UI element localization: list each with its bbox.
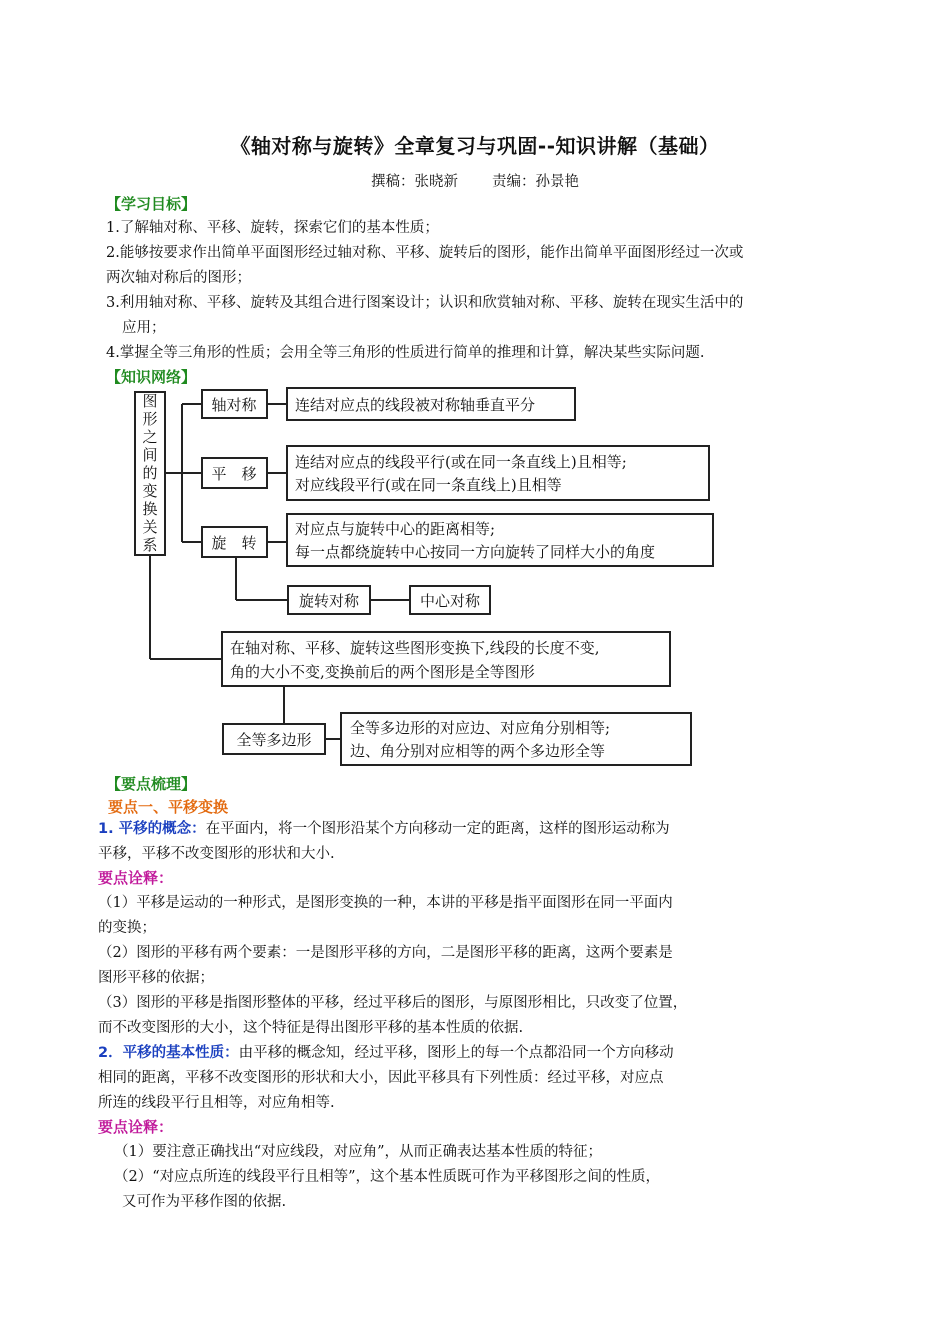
root-char: 图 [142,392,158,410]
note-line: 而不改变图形的大小，这个特征是得出图形平移的基本性质的依据. [98,1020,524,1036]
invariant-line: 角的大小不变,变换前后的两个图形是全等图形 [230,663,535,681]
editor: 责编：孙景艳 [492,174,579,190]
rotation-label: 旋 转 [211,534,257,552]
translation-label: 平 移 [211,465,257,483]
note-line: （2）“对应点所连的线段平行且相等”，这个基本性质既可作为平移图形之间的性质， [114,1169,661,1185]
goal-item: 两次轴对称后的图形； [106,270,251,286]
note-line: （1）要注意正确找出“对应线段，对应角”，从而正确表达基本性质的特征； [114,1144,603,1160]
goals-heading: 【学习目标】 [106,195,197,213]
rotation-desc-line: 每一点都绕旋转中心按同一方向旋转了同样大小的角度 [295,543,656,561]
concept-line: 平移，平移不改变图形的形状和大小. [98,846,335,862]
note-line: 的变换； [98,920,156,936]
goal-item: 2.能够按要求作出简单平面图形经过轴对称、平移、旋转后的图形，能作出简单平面图形经过一次或 [106,245,744,261]
property-line: 2．平移的基本性质：由平移的概念知，经过平移，图形上的每一个点都沿同一个方向移动 [98,1045,674,1061]
congruent-desc-line: 全等多边形的对应边、对应角分别相等; [350,719,611,737]
translation-desc-line: 对应线段平行(或在同一条直线上)且相等 [295,476,562,494]
note-label-2: 要点诠释： [98,1118,174,1136]
congruent-label: 全等多边形 [236,731,312,749]
rotation-desc-line: 对应点与旋转中心的距离相等; [295,520,496,538]
note-line: 又可作为平移作图的依据. [122,1194,287,1210]
translation-desc-line: 连结对应点的线段平行(或在同一条直线上)且相等; [295,453,627,471]
network-heading: 【知识网络】 [106,368,197,386]
root-char: 关 [142,518,158,536]
property-line: 相同的距离，平移不改变图形的形状和大小，因此平移具有下列性质：经过平移，对应点 [98,1070,664,1086]
axial-desc: 连结对应点的线段被对称轴垂直平分 [295,396,536,414]
root-char: 形 [142,410,158,428]
note-line: （1）平移是运动的一种形式，是图形变换的一种，本讲的平移是指平面图形在同一平面内 [98,895,673,911]
root-char: 的 [142,464,158,482]
note-label: 要点诠释： [98,869,174,887]
root-char: 之 [142,428,158,446]
goal-item: 4.掌握全等三角形的性质；会用全等三角形的性质进行简单的推理和计算，解决某些实际问题. [106,345,705,361]
goal-item: 应用； [122,320,166,336]
goal-item: 1.了解轴对称、平移、旋转，探索它们的基本性质； [106,220,439,236]
concept-label: 1. 平移的概念： [98,821,206,837]
page-title: 《轴对称与旋转》全章复习与巩固--知识讲解（基础） [230,134,720,158]
invariant-line: 在轴对称、平移、旋转这些图形变换下,线段的长度不变, [230,639,600,657]
point1-title: 要点一、平移变换 [108,798,229,816]
note-line: 图形平移的依据； [98,970,214,986]
goal-item: 3.利用轴对称、平移、旋转及其组合进行图案设计；认识和欣赏轴对称、平移、旋转在现实生活中的 [106,295,744,311]
rot-sym-label: 旋转对称 [298,592,360,610]
property-label: 2．平移的基本性质： [98,1045,239,1061]
concept-line: 1. 平移的概念：在平面内，将一个图形沿某个方向移动一定的距离，这样的图形运动称为 [98,821,670,837]
root-char: 变 [142,482,158,500]
congruent-desc-line: 边、角分别对应相等的两个多边形全等 [350,742,606,760]
central-sym-label: 中心对称 [419,592,481,610]
property-line: 所连的线段平行且相等，对应角相等. [98,1095,335,1111]
root-char: 系 [142,536,158,554]
note-line: （3）图形的平移是指图形整体的平移，经过平移后的图形，与原图形相比，只改变了位置， [98,995,688,1011]
writer: 撰稿：张晓新 [371,174,458,190]
note-line: （2）图形的平移有两个要素：一是图形平移的方向，二是图形平移的距离，这两个要素是 [98,945,673,961]
axial-label: 轴对称 [211,396,257,414]
review-heading: 【要点梳理】 [106,775,197,793]
root-char: 间 [142,446,158,464]
root-char: 换 [142,500,158,518]
